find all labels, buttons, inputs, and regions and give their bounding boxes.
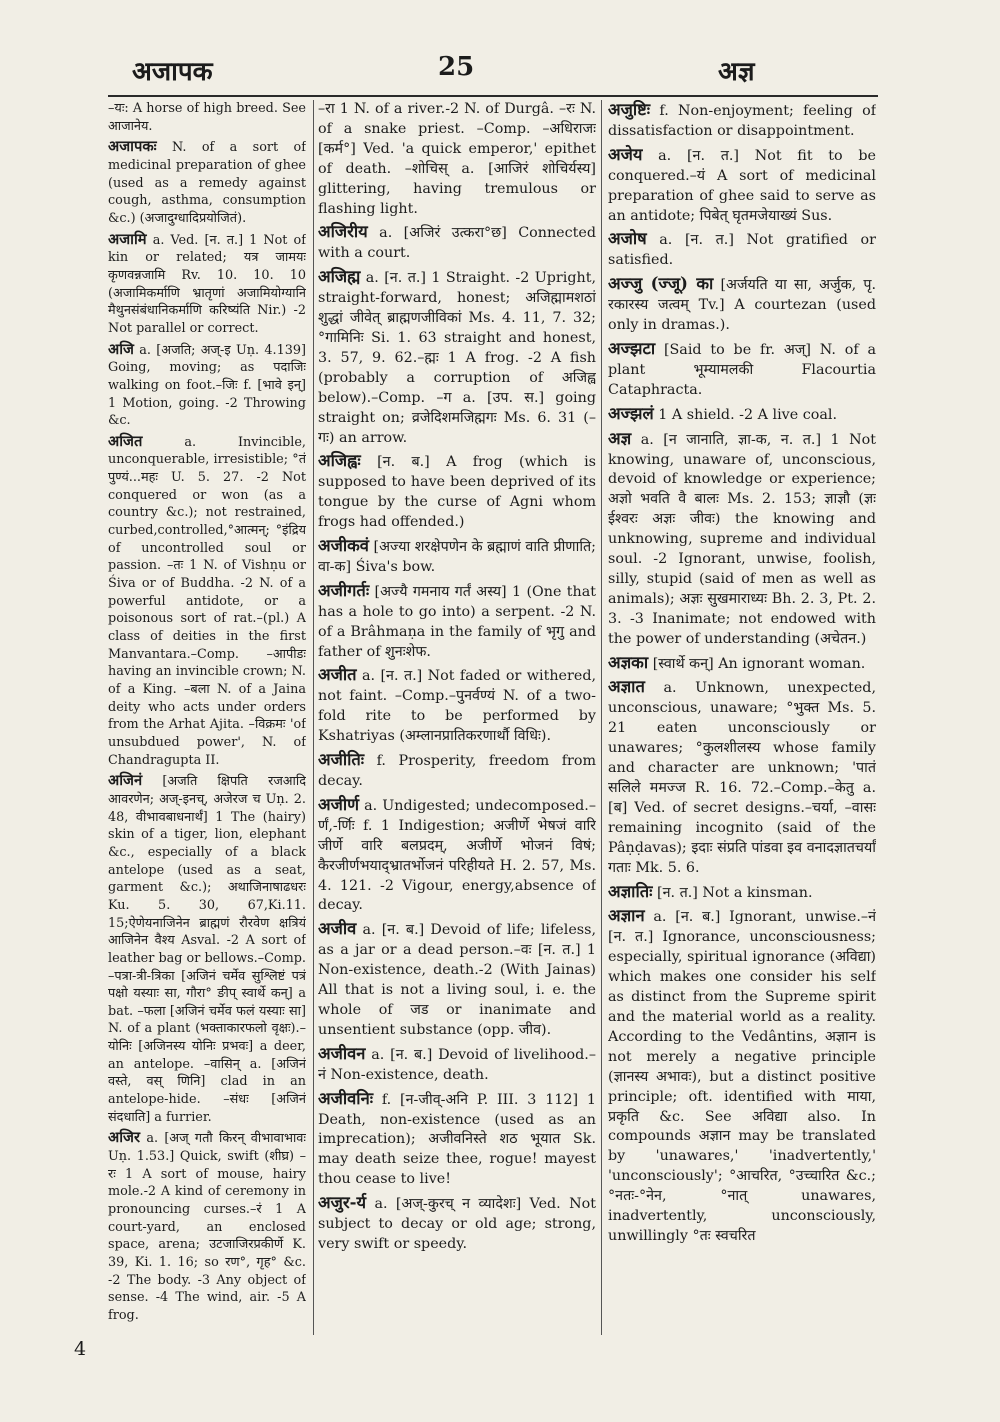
dictionary-entry <box>318 919 596 1040</box>
dictionary-entry <box>318 1044 596 1086</box>
entry-text: a. [न. त.] Not faded or withered, not faint. –Comp.–पुनर्वण्यं N. of a two-fold rite to be performed by Kshatriyas (अम्लानप्रातिकरणार्थौ विधिः). <box>318 668 596 745</box>
dictionary-entry <box>608 404 876 426</box>
entry-text: N. of a sort of medicinal preparation of ghee (used as a remedy against cough, asthma, consumption &c.) (अजादुग्धादिप्रयोजितं). <box>108 140 306 226</box>
dictionary-entry <box>318 100 596 219</box>
entry-text: a. [अज्-कुरच् न व्यादेशः] Ved. Not subject to decay or old age; strong, very swift or speedy. <box>318 1196 596 1252</box>
header-rule <box>108 95 878 97</box>
entry-text: f. [न-जीव्-अनि P. III. 3 112] 1 Death, non-existence (used as an imprecation); अजीवनिस्ते शठ भूयात Sk. may death seize thee, rogue! mayest thou cease to live! <box>318 1091 596 1188</box>
dictionary-entry <box>108 138 306 227</box>
entry-headword: अजीर्ण <box>318 794 360 814</box>
dictionary-entry <box>108 1129 306 1324</box>
entry-headword: अजिनं <box>108 772 143 790</box>
entry-text: –यः: A horse of high breed. See आजानेय. <box>108 101 306 134</box>
dictionary-entry <box>608 906 876 1246</box>
entry-text: [स्वार्थे कन्] An ignorant woman. <box>652 655 866 672</box>
dictionary-entry <box>608 882 876 904</box>
entry-text: a. [न. ब.] Devoid of life; lifeless, as a jar or a dead person.–वः [न. त.] 1 Non-existence, death.-2 (With Jainas) All that is not a living soul, i. e. the whole of जड or inanimate and unsentient substance (opp. जीव). <box>318 922 596 1038</box>
entry-headword: अजीवनिः <box>318 1088 374 1108</box>
column-3 <box>608 100 876 1335</box>
entry-text: [न. ब.] A frog (which is supposed to have been deprived of its tongue by the curse of Agni whom frogs had offended.) <box>318 454 596 531</box>
dictionary-entry <box>318 222 596 264</box>
entry-headword: अजोष <box>608 229 647 249</box>
entry-headword: अजीगर्तः <box>318 580 370 600</box>
entry-text: [Said to be fr. अज्] N. of a plant भूम्यामलकी Flacourtia Cataphracta. <box>608 341 876 398</box>
running-header <box>0 52 1000 92</box>
dictionary-entry <box>608 229 876 271</box>
entry-text: 1 A shield. -2 A live coal. <box>658 406 837 423</box>
entry-text: a. Ved. [न. त.] 1 Not of kin or related; यत्र जामयः कृणवन्नजामि Rv. 10. 10. 10 (अजामिकर्माणि भ्रातृणां अजामियोग्यानि मैथुनसंबंधानिकर्माणि करिष्यंति Nir.) -2 Not parallel or correct. <box>108 232 306 336</box>
dictionary-entry <box>608 429 876 650</box>
entry-headword: अज्ञ <box>608 428 632 448</box>
entry-text: [अर्जयति या सा, अर्जुक, पृ. रकारस्य जत्वम् Tv.] A courtezan (used only in dramas.). <box>608 277 876 334</box>
entry-headword: अज्ञान <box>608 906 645 926</box>
entry-text: a. [न. त.] 1 Straight. -2 Upright, straight-forward, honest; अजिह्मामशठां शुद्धां जीवेत् ब्राह्मणजीविकां Ms. 4. 11, 7. 32; °गामिनिः Si. 1. 63 straight and honest, 3. 57, 9. 62.–ह्मः 1 A frog. -2 A fish (probably a corruption of अजिह्व below).–Comp. –ग a. [उप. स.] going straight on; व्रजेदिशमजिह्मगः Ms. 6. 31 (–गः) an arrow. <box>318 270 596 446</box>
entry-headword: अजीकवं <box>318 536 369 556</box>
header-left-word: अजापक <box>132 57 213 87</box>
entry-text: a. [न. ब.] Devoid of livelihood.–नं Non-existence, death. <box>318 1046 596 1083</box>
entry-text: a. Invincible, unconquerable, irresistible; °तं पुण्यं...महः U. 5. 27. -2 Not conquered or won (as a country &c.); not restrained, curbed,controlled,°आत्मन्; °इंद्रिय of uncontrolled soul or passion. –तः 1 N. of Vishṇu or Śiva or of Buddha. -2 N. of a powerful antidote, or a poisonous sort of rat.–(pl.) A class of deities in the first Manvantara.–Comp. –आपीडः having an invincible crown; N. of a King. –बला N. of a Jaina deity who acts under orders from the Arhat Ajita. –विक्रमः 'of unsubdued power', N. of Chandragupta II. <box>108 434 306 768</box>
entry-headword: अजापकः <box>108 138 157 156</box>
entry-headword: अज्ञात <box>608 677 645 697</box>
entry-text: –रा 1 N. of a river.-2 N. of Durgâ. –रः N. of a snake priest. –Comp. –अधिराजः [कर्म°] Ved. 'a quick emperor,' epithet of death. –शोचिस् a. [आजिरं शोचिर्यस्य] glittering, having tremulous or flashing light. <box>318 101 596 217</box>
entry-text: [अज्यै गमनाय गर्तं अस्य] 1 (One that has a hole to go into) a serpent. -2 N. of a Brâhmaṇa in the family of भृगु and father of शुनःशेफ. <box>318 583 596 660</box>
dictionary-entry <box>318 795 596 916</box>
dictionary-entry <box>608 653 876 675</box>
entry-text: [अज्या शरक्षेपणेन के ब्रह्माणं वाति प्रीणाति; वा-क] Śiva's bow. <box>318 539 596 575</box>
dictionary-entry <box>318 581 596 663</box>
entry-headword: अजुर-र्य <box>318 1193 367 1213</box>
entry-text: a. [अजति; अज्-इ Uṇ. 4.139] Going, moving; as पदाजिः walking on foot.–जिः f. [भावे इन्] 1 Motion, going. -2 Throwing &c. <box>108 342 306 429</box>
entry-headword: अज्झलं <box>608 403 654 423</box>
entry-headword: अजित <box>108 432 143 450</box>
header-right-word: अज्ञ <box>718 57 755 87</box>
entry-headword: अज्ञातिः <box>608 881 653 901</box>
column-1 <box>108 100 306 1335</box>
entry-headword: अजीव <box>318 919 357 939</box>
entry-text: f. Non-enjoyment; feeling of dissatisfaction or disappointment. <box>608 103 876 139</box>
entry-headword: अजिरीय <box>318 222 368 242</box>
entry-headword: अजीत <box>318 665 357 685</box>
signature-mark: 4 <box>74 1338 87 1360</box>
dictionary-entry <box>318 1193 596 1255</box>
entry-headword: अज्झटा <box>608 338 656 358</box>
dictionary-entry <box>108 100 306 135</box>
entry-text: a. [अजिरं उत्करा°छ] Connected with a court. <box>318 225 596 262</box>
entry-headword: अजिह्वः <box>318 451 361 471</box>
entry-text: a. [अज् गतौ किरन् वीभावाभावः Uṇ. 1.53.] Quick, swift (शीघ्र) –रः 1 A sort of mouse, hairy mole.-2 A kind of ceremony in pronouncing curses.–रं 1 A court-yard, an enclosed space, arena; उटजाजिरप्रकीर्णे K. 39, Ki. 1. 16; so रण°, गृह° &c. -2 The body. -3 Any object of sense. -4 The wind, air. -5 A frog. <box>108 1131 306 1323</box>
column-divider <box>313 100 314 1335</box>
dictionary-entry <box>108 231 306 338</box>
entry-headword: अज्ञका <box>608 652 649 672</box>
entry-headword: अजिह्म <box>318 267 361 287</box>
entry-headword: अजीतिः <box>318 750 365 770</box>
page-number: 25 <box>438 52 475 82</box>
entry-headword: अजामि <box>108 230 147 248</box>
dictionary-entry <box>608 145 876 227</box>
entry-text: a. Undigested; undecomposed.–र्णं,-र्णिः f. 1 Indigestion; अजीर्णे भेषजं वारि जीर्णे वारि बलप्रदम्, अजीर्णे भोजनं विषं; कैरजीर्णभयाद्भ्रातर्भोजनं परिहीयते H. 2. 57, Ms. 4. 121. -2 Vigour, energy,absence of decay. <box>318 797 596 914</box>
entry-headword: अजेय <box>608 144 643 164</box>
entry-headword: अजुष्टिः <box>608 100 651 119</box>
dictionary-entry <box>108 433 306 769</box>
dictionary-entry <box>608 339 876 401</box>
dictionary-entry <box>608 274 876 336</box>
dictionary-entry <box>318 536 596 578</box>
entry-headword: अजीवन <box>318 1043 366 1063</box>
dictionary-entry <box>108 341 306 430</box>
entry-text: a. [न. ब.] Ignorant, unwise.–नं [न. त.] Ignorance, unconsciousness; especially, spiritual ignorance (अविद्या) which makes one consider his self as distinct from the Supreme spirit and the material world as a reality. According to the Vedântins, अज्ञान is not merely a negative principle (ज्ञानस्य अभावः), but a distinct positive principle; oft. identified with माया, प्रकृति &c. See अविद्या also. In compounds अज्ञान may be translated by 'unawares,' 'inadvertently,' 'unconsciously'; °आचरित, °उच्चारित &c.; °नतः-°नेन, °नात् unawares, inadvertently, unconsciously, unwillingly °तः स्वचरित <box>608 909 876 1244</box>
entry-headword: अज्जु (ज्जू) का <box>608 274 714 294</box>
entry-headword: अजि <box>108 340 134 358</box>
column-divider <box>601 100 602 1335</box>
entry-text: a. [न. त.] Not gratified or satisfied. <box>608 232 876 269</box>
entry-text: a. [न. त.] Not fit to be conquered.–यं A sort of medicinal preparation of ghee said to serve as an antidote; पिबेत् घृतमजेयाख्यं Sus. <box>608 147 876 224</box>
dictionary-entry <box>318 750 596 792</box>
entry-text: [अजति क्षिपति रजआदि आवरणेन; अज्-इनच्, अजेरज च Uṇ. 2. 48, वीभावबाधनार्थं] 1 The (hairy) skin of a tiger, lion, elephant &c., especially of a black antelope (used as a seat, garment &c.); अथाजिनाषाढधरः Ku. 5. 30, 67,Ki.11. 15;ऐणेयनाजिनेन ब्राह्मणं रौरवेण क्षत्रियं आजिनेन वैश्य Asval. -2 A sort of leather bag or bellows.–Comp. –पत्रा-त्री-त्रिका [अजिनं चर्मेव सुश्लिष्टं पत्रं पक्षो यस्याः सा, गौरा° ङीप् स्वार्थे कन्] a bat. –फला [अजिनं चर्मेव फलं यस्याः सा] N. of a plant (भक्ताकारफलो वृक्षः).–योनिः [अजिनस्य योनिः प्रभवः] a deer, an antelope. –वासिन् a. [अजिनं वस्ते, वस् णिनि] clad in an antelope-hide. –संधः [अजिनं संदधाति] a furrier. <box>108 774 306 1125</box>
dictionary-entry <box>318 451 596 533</box>
entry-text: a. [न जानाति, ज्ञा-क, न. त.] 1 Not knowing, unaware of, unconscious, devoid of knowledge or experience; अज्ञो भवति वै बालः Ms. 2. 153; ज्ञाज्ञौ (ज्ञः ईश्वरः अज्ञः जीवः) the knowing and unknowing, supreme and individual soul. -2 Ignorant, unwise, foolish, silly, stupid (said of men as well as animals); अज्ञः सुखमाराध्यः Bh. 2. 3, Pt. 2. 3. -3 Inanimate; not endowed with the power of understanding (अचेतन.) <box>608 431 876 647</box>
entry-headword: अजिर <box>108 1129 140 1147</box>
dictionary-entry <box>608 677 876 878</box>
dictionary-entry <box>318 1089 596 1191</box>
column-2 <box>318 100 596 1335</box>
dictionary-entry <box>108 772 306 1126</box>
dictionary-entry <box>318 267 596 448</box>
entry-text: f. Prosperity, freedom from decay. <box>318 753 596 789</box>
dictionary-entry <box>318 665 596 747</box>
entry-text: a. Unknown, unexpected, unconscious, unaware; °भुक्त Ms. 5. 21 eaten unconsciously or unawares; °कुलशीलस्य whose family and character are unknown; 'पातं सलिले ममज्ज R. 16. 72.–Comp.–केतु a. [ब] Ved. of secret designs.–चर्या, –वासः remaining incognito (said of the Pâṇḍavas); इदाः संप्रति पांडवा इव वनादज्ञातचर्यां गताः Mk. 5. 6. <box>608 680 876 876</box>
dictionary-entry <box>608 100 876 142</box>
entry-text: [न. त.] Not a kinsman. <box>657 884 813 901</box>
